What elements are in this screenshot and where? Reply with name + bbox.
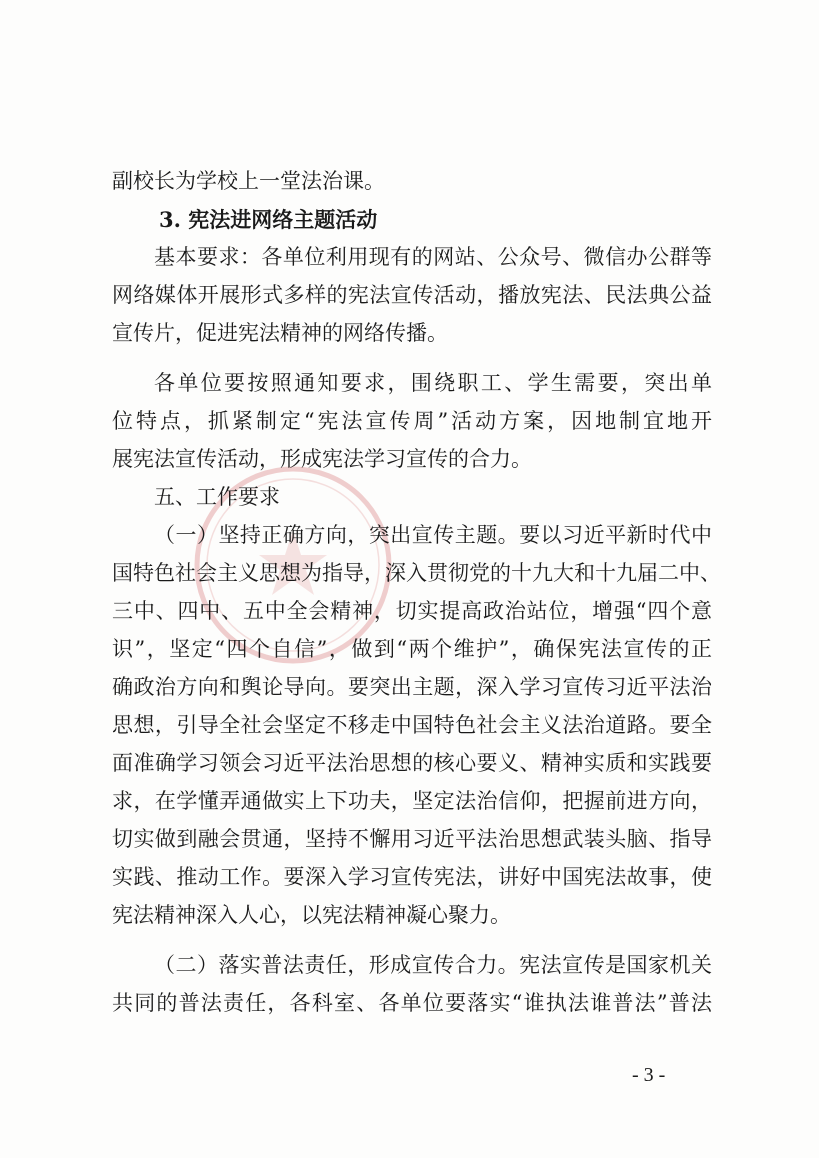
paragraph-line: 切实做到融会贯通，坚持不懈用习近平法治思想武装头脑、指导: [112, 827, 712, 851]
paragraph-line: 国特色社会主义思想为指导，深入贯彻党的十九大和十九届二中、: [112, 561, 721, 585]
paragraph-line: 位特点，抓紧制定“宪法宣传周”活动方案，因地制宜地开: [112, 409, 712, 433]
paragraph-line: 共同的普法责任，各科室、各单位要落实“谁执法谁普法”普法: [112, 991, 712, 1015]
page-number: - 3 -: [632, 1064, 666, 1086]
paragraph-line: 各单位要按照通知要求，围绕职工、学生需要，突出单: [154, 371, 712, 395]
paragraph-line: 识”，坚定“四个自信”，做到“两个维护”，确保宪法宣传的正: [112, 637, 712, 661]
paragraph-line: 实践、推动工作。要深入学习宣传宪法，讲好中国宪法故事，使: [112, 865, 712, 889]
paragraph-line: 求，在学懂弄通做实上下功夫，坚定法治信仰，把握前进方向，: [112, 789, 712, 813]
section-heading: 五、工作要求: [154, 485, 280, 509]
paragraph-line: 确政治方向和舆论导向。要突出主题，深入学习宣传习近平法治: [112, 675, 712, 699]
paragraph-line: 面准确学习领会习近平法治思想的核心要义、精神实质和实践要: [112, 751, 712, 775]
paragraph-line: （二）落实普法责任，形成宣传合力。宪法宣传是国家机关: [154, 953, 712, 977]
paragraph-line: 副校长为学校上一堂法治课。: [112, 169, 385, 193]
paragraph-line: 网络媒体开展形式多样的宪法宣传活动，播放宪法、民法典公益: [112, 283, 712, 307]
paragraph-line: 三中、四中、五中全会精神，切实提高政治站位，增强“四个意: [112, 599, 712, 623]
paragraph-line: 展宪法宣传活动，形成宪法学习宣传的合力。: [112, 447, 532, 471]
paragraph-line: （一）坚持正确方向，突出宣传主题。要以习近平新时代中: [154, 523, 712, 547]
paragraph-line: 宣传片，促进宪法精神的网络传播。: [112, 321, 448, 345]
section-heading: 3. 宪法进网络主题活动: [159, 207, 378, 232]
paragraph-line: 宪法精神深入人心，以宪法精神凝心聚力。: [112, 903, 511, 927]
paragraph-line: 思想，引导全社会坚定不移走中国特色社会主义法治道路。要全: [112, 713, 712, 737]
paragraph-line: 基本要求：各单位利用现有的网站、公众号、微信办公群等: [154, 245, 712, 269]
